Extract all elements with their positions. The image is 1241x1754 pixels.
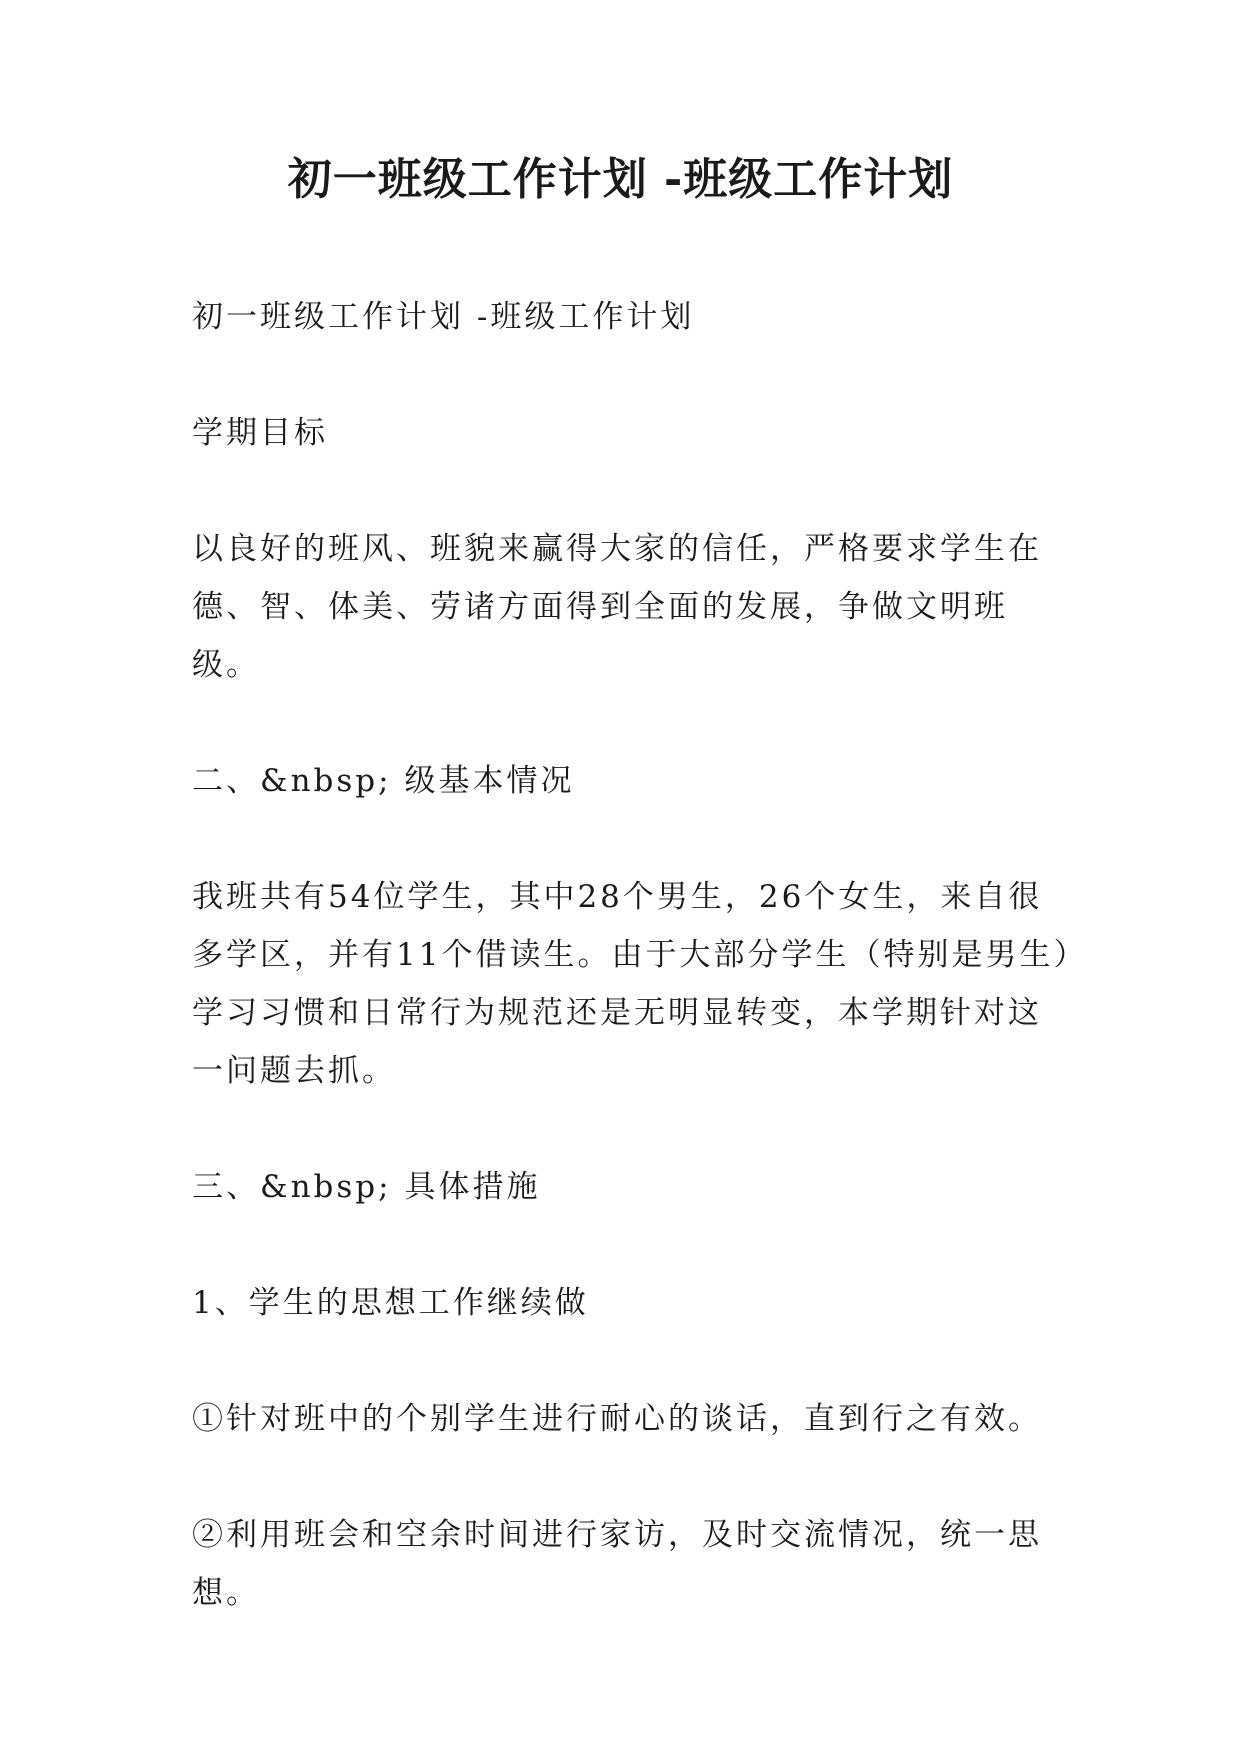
section-heading-measures: 三、&nbsp; 具体措施 — [192, 1169, 541, 1205]
document-title: 初一班级工作计划 -班级工作计划 — [287, 154, 954, 205]
subsection-heading: 1、学生的思想工作继续做 — [192, 1285, 589, 1321]
body-paragraph: 以良好的班风、班貌来赢得大家的信任，严格要求学生在德、智、体美、劳诸方面得到全面的发展，争做文明班级。 — [192, 531, 1042, 683]
section-heading-class-situation: 二、&nbsp; 级基本情况 — [192, 763, 575, 799]
subtitle-paragraph: 初一班级工作计划 -班级工作计划 — [192, 299, 695, 335]
list-item: ①针对班中的个别学生进行耐心的谈话，直到行之有效。 — [192, 1401, 1042, 1437]
body-paragraph: 我班共有54位学生，其中28个男生，26个女生，来自很多学区，并有11个借读生。由于大部分学生（特别是男生）学习习惯和日常行为规范还是无明显转变，本学期针对这一问题去抓。 — [192, 879, 1072, 1089]
list-item: ②利用班会和空余时间进行家访，及时交流情况，统一思想。 — [192, 1517, 1042, 1611]
section-heading-semester-goal: 学期目标 — [192, 415, 328, 451]
document-body — [192, 288, 1072, 1680]
